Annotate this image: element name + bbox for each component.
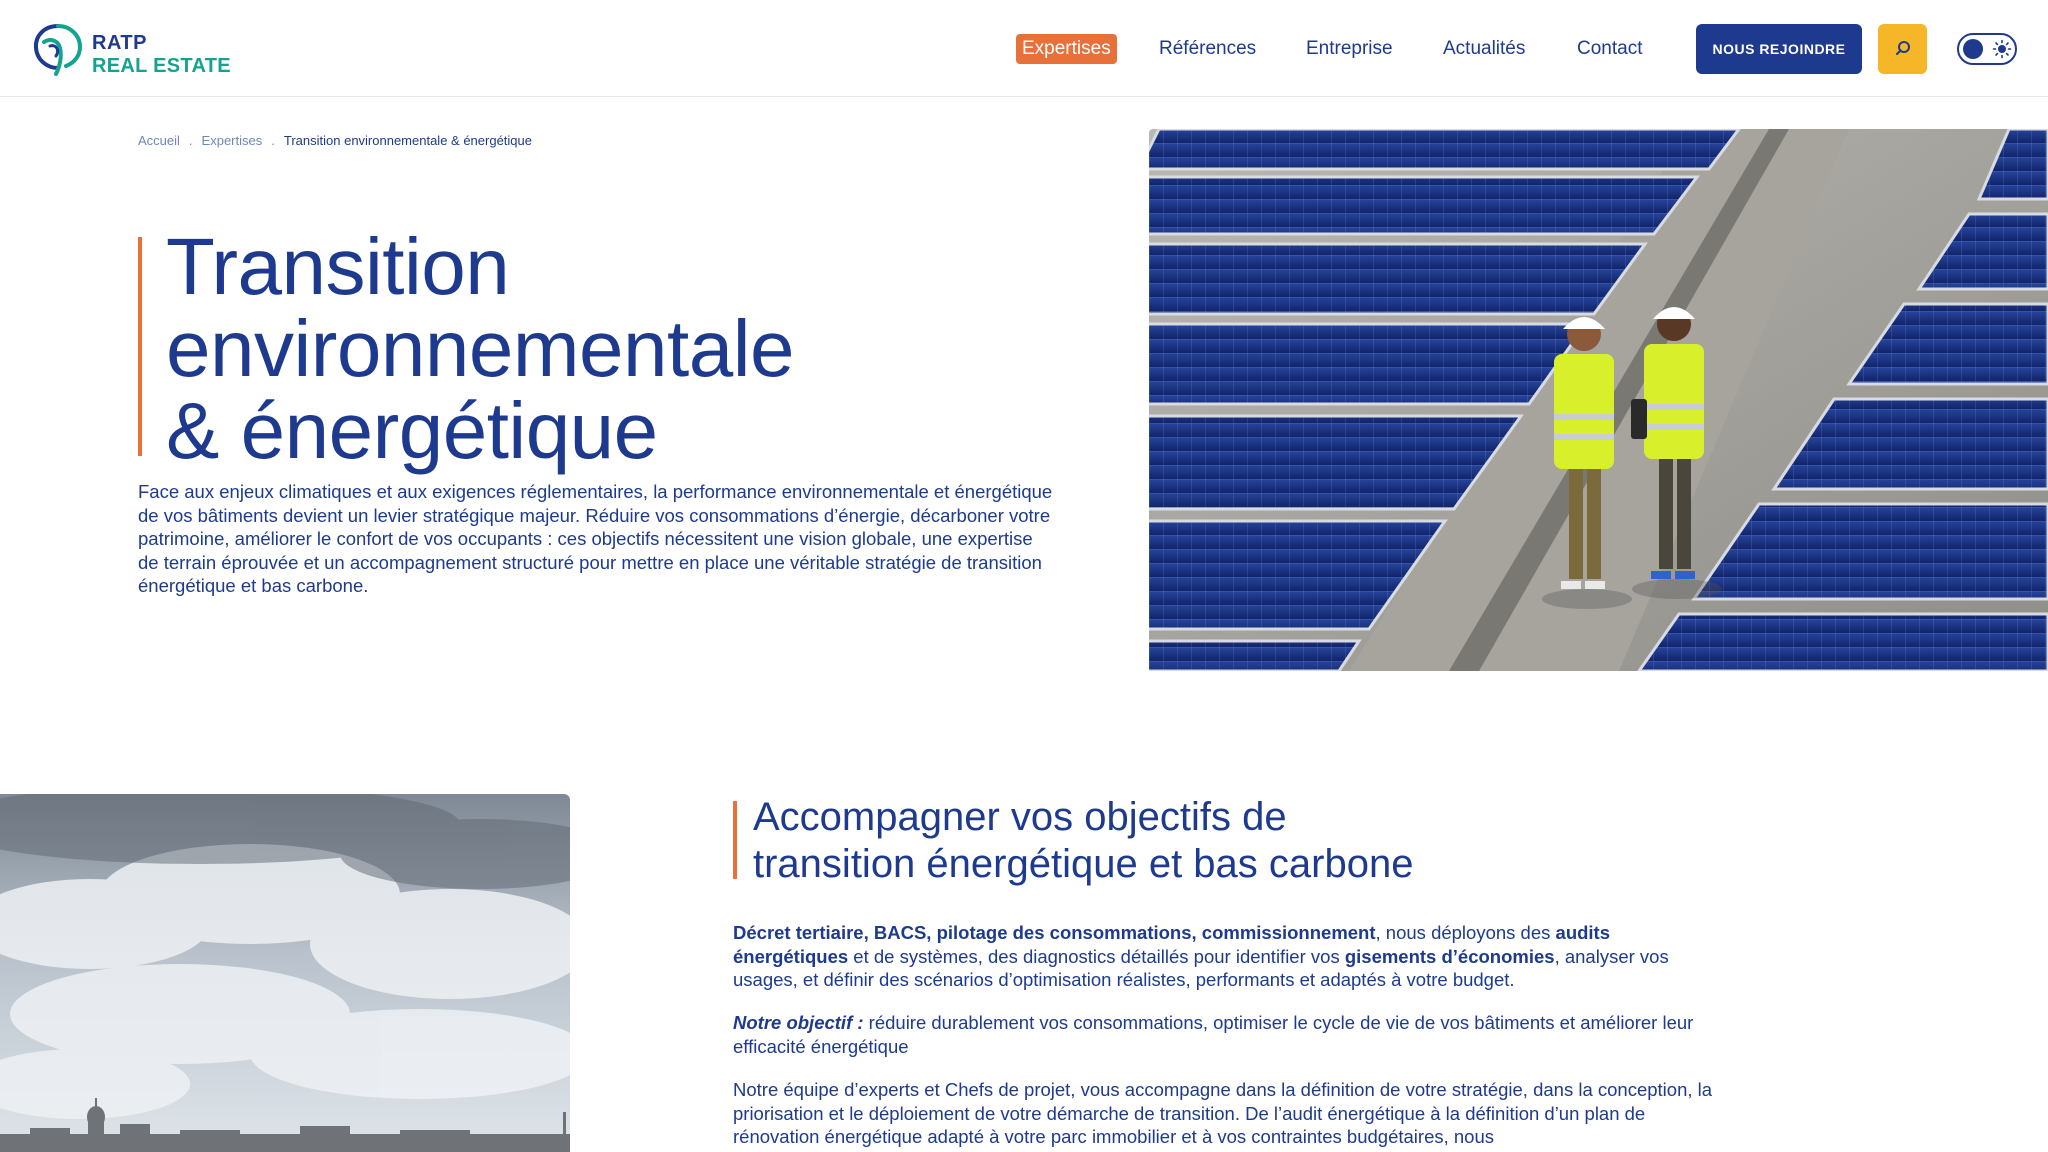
breadcrumb-separator: . <box>271 133 275 148</box>
section-title-line: transition énergétique et bas carbone <box>753 842 1414 886</box>
brand-subname: REAL ESTATE <box>92 55 231 77</box>
hero-accent-bar <box>138 237 142 456</box>
toggle-knob <box>1963 39 1983 59</box>
sun-icon <box>1992 39 2012 59</box>
breadcrumb-separator: . <box>188 133 193 148</box>
nav-item-expertises[interactable]: Expertises <box>1016 34 1117 64</box>
search-icon <box>1878 24 1927 74</box>
nav-item-actualites[interactable]: Actualités <box>1443 38 1526 59</box>
paragraph-audits <box>733 921 1723 992</box>
page-title-line: Transition <box>166 222 510 311</box>
hero-solar-photo <box>1149 129 2048 671</box>
objective-text: réduire durablement vos consommations, optimiser le cycle de vie de vos bâtiments et améliorer leur efficacité énergétique <box>733 1012 1694 1057</box>
text: , analyser vos usages, et définir des scénarios d’optimisation réalistes, performants et adaptés à votre budget. <box>733 945 1669 990</box>
breadcrumb <box>138 133 532 148</box>
nav-item-contact[interactable]: Contact <box>1577 38 1643 59</box>
breadcrumb-home[interactable]: Accueil <box>138 133 180 148</box>
objective-label: Notre objectif : <box>733 1012 864 1033</box>
search-button[interactable] <box>1878 24 1927 74</box>
paragraph-objective <box>733 1011 1723 1058</box>
sky-illustration <box>0 794 570 1152</box>
text: et de systèmes, des diagnostics détaillés pour identifier vos <box>848 945 1345 967</box>
brand-logo[interactable] <box>30 22 240 78</box>
hero-intro: Face aux enjeux climatiques et aux exigences réglementaires, la performance environnementale et énergétique de vos bâtiments devient un levier stratégique majeur. Réduire vos consommations d’énergie, décarboner votre patrimoine, améliorer le confort de vos occupants : ces objectifs nécessitent une vision globale, une expertise de terrain éprouvée et un accompagnement structuré pour mettre en place une véritable stratégie de transition énergétique et bas carbone. <box>138 481 1053 596</box>
site-header <box>0 0 2048 97</box>
theme-toggle[interactable] <box>1957 33 2017 65</box>
breadcrumb-expertises[interactable]: Expertises <box>201 133 263 148</box>
page-title-line: environnementale <box>166 304 794 393</box>
nav-item-entreprise[interactable]: Entreprise <box>1306 38 1393 59</box>
paris-sky-photo <box>0 794 570 1152</box>
text: , nous déployons des <box>1375 922 1556 943</box>
section-title <box>753 794 1413 888</box>
join-us-button[interactable]: NOUS REJOINDRE <box>1696 24 1862 74</box>
ratp-logo-icon <box>30 22 86 78</box>
page-title <box>166 222 794 475</box>
nav-item-references[interactable]: Références <box>1159 38 1257 59</box>
solar-rooftop-illustration <box>1149 129 2048 671</box>
bold-text: audits énergétiques <box>733 922 1611 967</box>
section-title-line: Accompagner vos objectifs de <box>753 795 1287 839</box>
bold-text: gisements d’économies <box>1344 945 1555 967</box>
page-title-line: & énergétique <box>166 386 658 475</box>
paragraph-team: Notre équipe d’experts et Chefs de projet, vous accompagne dans la définition de votre stratégie, dans la conception, la priorisation et le déploiement de votre démarche de transition. De l’audit énergétique à la définition d’un plan de rénovation énergétique adapté à votre parc immobilier et à vos contraintes budgétaires, nous <box>733 1079 1713 1147</box>
breadcrumb-current: Transition environnementale & énergétique <box>283 133 532 148</box>
brand-name: RATP <box>92 32 147 54</box>
bold-text: Décret tertiaire, BACS, pilotage des consommations, commissionnement <box>733 922 1376 943</box>
section-accent-bar <box>733 801 737 879</box>
